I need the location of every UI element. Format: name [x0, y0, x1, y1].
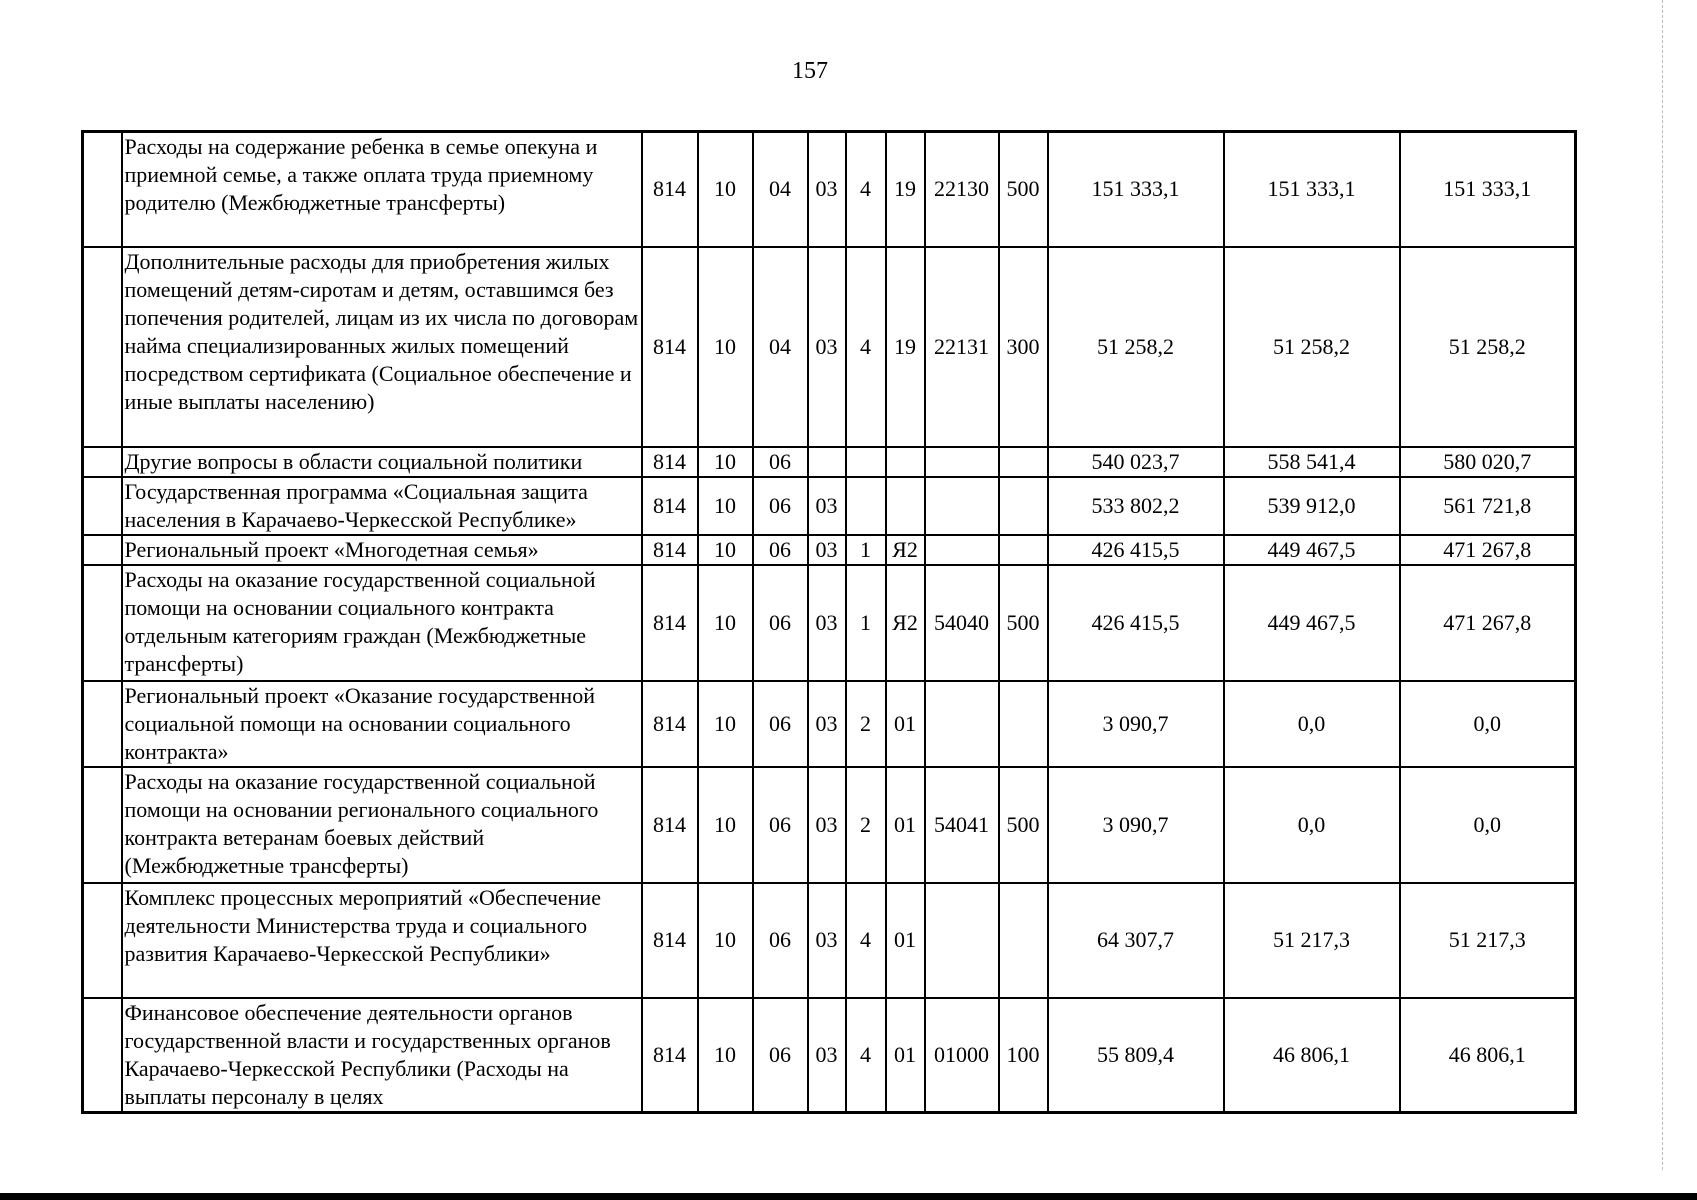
row-c4-cell: 03 — [808, 535, 846, 565]
row-c7-cell — [925, 477, 999, 535]
page-number: 157 — [792, 58, 828, 84]
row-name-cell: Комплекс процессных мероприятий «Обеспечение деятельности Министерства труда и социального развития Карачаево-Черкесской Республики» — [122, 883, 642, 998]
row-v2-cell: 539 912,0 — [1224, 477, 1400, 535]
row-c8-cell: 500 — [999, 132, 1048, 247]
row-c4-cell: 03 — [808, 477, 846, 535]
table-row — [83, 681, 1576, 767]
row-v3-cell: 46 806,1 — [1400, 998, 1576, 1113]
row-c6-cell: 19 — [886, 132, 925, 247]
row-c3-cell: 06 — [753, 447, 808, 477]
row-c6-cell: 01 — [886, 767, 925, 883]
row-blank-cell — [83, 681, 122, 767]
row-c2-cell: 10 — [698, 565, 753, 681]
row-c2-cell: 10 — [698, 883, 753, 998]
row-c2-cell: 10 — [698, 998, 753, 1113]
row-v3-cell: 51 217,3 — [1400, 883, 1576, 998]
table-row — [83, 477, 1576, 535]
row-c1-cell: 814 — [642, 447, 698, 477]
row-name-cell: Финансовое обеспечение деятельности органов государственной власти и государственных органов Карачаево-Черкесской Республики (Расходы на выплаты персоналу в целях — [122, 998, 642, 1113]
row-c8-cell: 300 — [999, 247, 1048, 447]
row-blank-cell — [83, 132, 122, 247]
row-c4-cell — [808, 447, 846, 477]
row-c7-cell: 54040 — [925, 565, 999, 681]
row-c2-cell: 10 — [698, 447, 753, 477]
row-name-cell: Региональный проект «Многодетная семья» — [122, 535, 642, 565]
row-c5-cell: 1 — [846, 535, 886, 565]
row-c7-cell: 54041 — [925, 767, 999, 883]
row-c8-cell: 500 — [999, 767, 1048, 883]
row-c3-cell: 06 — [753, 883, 808, 998]
row-blank-cell — [83, 767, 122, 883]
row-c5-cell — [846, 447, 886, 477]
row-blank-cell — [83, 247, 122, 447]
row-c6-cell — [886, 477, 925, 535]
row-name-cell: Региональный проект «Оказание государственной социальной помощи на основании социального контракта» — [122, 681, 642, 767]
scan-bottom-bar — [0, 1193, 1697, 1200]
table-row — [83, 883, 1576, 998]
row-c8-cell — [999, 535, 1048, 565]
row-v3-cell: 580 020,7 — [1400, 447, 1576, 477]
row-c3-cell: 04 — [753, 132, 808, 247]
row-c6-cell: Я2 — [886, 565, 925, 681]
row-blank-cell — [83, 998, 122, 1113]
row-v2-cell: 51 258,2 — [1224, 247, 1400, 447]
row-blank-cell — [83, 565, 122, 681]
row-c7-cell: 22131 — [925, 247, 999, 447]
row-v2-cell: 449 467,5 — [1224, 535, 1400, 565]
row-blank-cell — [83, 535, 122, 565]
row-v1-cell: 51 258,2 — [1048, 247, 1224, 447]
row-c1-cell: 814 — [642, 132, 698, 247]
row-v2-cell: 0,0 — [1224, 681, 1400, 767]
table-row — [83, 767, 1576, 883]
row-c6-cell: Я2 — [886, 535, 925, 565]
row-v2-cell: 51 217,3 — [1224, 883, 1400, 998]
row-c1-cell: 814 — [642, 477, 698, 535]
row-c3-cell: 06 — [753, 681, 808, 767]
row-v1-cell: 426 415,5 — [1048, 535, 1224, 565]
row-v2-cell: 151 333,1 — [1224, 132, 1400, 247]
row-v2-cell: 449 467,5 — [1224, 565, 1400, 681]
row-c1-cell: 814 — [642, 565, 698, 681]
table-row — [83, 447, 1576, 477]
row-c6-cell: 01 — [886, 681, 925, 767]
row-c8-cell: 100 — [999, 998, 1048, 1113]
row-c4-cell: 03 — [808, 767, 846, 883]
row-v3-cell: 0,0 — [1400, 681, 1576, 767]
row-c6-cell: 01 — [886, 998, 925, 1113]
row-c4-cell: 03 — [808, 132, 846, 247]
row-v1-cell: 3 090,7 — [1048, 767, 1224, 883]
row-c5-cell: 2 — [846, 681, 886, 767]
table-row — [83, 998, 1576, 1113]
row-v3-cell: 471 267,8 — [1400, 565, 1576, 681]
row-blank-cell — [83, 447, 122, 477]
row-v3-cell: 561 721,8 — [1400, 477, 1576, 535]
row-c3-cell: 06 — [753, 535, 808, 565]
row-v3-cell: 151 333,1 — [1400, 132, 1576, 247]
table-row — [83, 535, 1576, 565]
row-v2-cell: 46 806,1 — [1224, 998, 1400, 1113]
budget-table — [81, 130, 1577, 1114]
row-c2-cell: 10 — [698, 477, 753, 535]
row-c5-cell: 1 — [846, 565, 886, 681]
row-c7-cell: 01000 — [925, 998, 999, 1113]
row-v1-cell: 426 415,5 — [1048, 565, 1224, 681]
row-c5-cell: 4 — [846, 998, 886, 1113]
row-v1-cell: 55 809,4 — [1048, 998, 1224, 1113]
row-c5-cell: 2 — [846, 767, 886, 883]
row-v1-cell: 64 307,7 — [1048, 883, 1224, 998]
row-c2-cell: 10 — [698, 681, 753, 767]
row-c6-cell: 01 — [886, 883, 925, 998]
row-c7-cell — [925, 681, 999, 767]
row-c5-cell — [846, 477, 886, 535]
row-c1-cell: 814 — [642, 883, 698, 998]
scan-edge-line — [1662, 0, 1663, 1170]
row-v2-cell: 558 541,4 — [1224, 447, 1400, 477]
row-c1-cell: 814 — [642, 767, 698, 883]
row-c7-cell — [925, 535, 999, 565]
table-row — [83, 132, 1576, 247]
row-c3-cell: 06 — [753, 477, 808, 535]
row-c4-cell: 03 — [808, 681, 846, 767]
row-c4-cell: 03 — [808, 247, 846, 447]
row-c1-cell: 814 — [642, 535, 698, 565]
row-c7-cell: 22130 — [925, 132, 999, 247]
row-c7-cell — [925, 883, 999, 998]
row-name-cell: Государственная программа «Социальная защита населения в Карачаево-Черкесской Республике» — [122, 477, 642, 535]
row-c1-cell: 814 — [642, 247, 698, 447]
row-c6-cell — [886, 447, 925, 477]
row-v1-cell: 540 023,7 — [1048, 447, 1224, 477]
row-name-cell: Другие вопросы в области социальной политики — [122, 447, 642, 477]
row-name-cell: Дополнительные расходы для приобретения жилых помещений детям-сиротам и детям, оставшимся без попечения родителей, лицам из их числа по договорам найма специализированных жилых помещений посредством сертификата (Социальное обеспечение и иные выплаты населению) — [122, 247, 642, 447]
row-c2-cell: 10 — [698, 247, 753, 447]
row-c2-cell: 10 — [698, 132, 753, 247]
row-c5-cell: 4 — [846, 247, 886, 447]
row-c2-cell: 10 — [698, 535, 753, 565]
row-v1-cell: 151 333,1 — [1048, 132, 1224, 247]
row-name-cell: Расходы на содержание ребенка в семье опекуна и приемной семье, а также оплата труда приемному родителю (Межбюджетные трансферты) — [122, 132, 642, 247]
row-c5-cell: 4 — [846, 883, 886, 998]
row-c4-cell: 03 — [808, 883, 846, 998]
table-row — [83, 247, 1576, 447]
row-c5-cell: 4 — [846, 132, 886, 247]
row-c8-cell — [999, 447, 1048, 477]
row-c3-cell: 04 — [753, 247, 808, 447]
row-v3-cell: 51 258,2 — [1400, 247, 1576, 447]
row-name-cell: Расходы на оказание государственной социальной помощи на основании социального контракта отдельным категориям граждан (Межбюджетные трансферты) — [122, 565, 642, 681]
row-c3-cell: 06 — [753, 998, 808, 1113]
row-c8-cell — [999, 477, 1048, 535]
row-blank-cell — [83, 477, 122, 535]
row-c6-cell: 19 — [886, 247, 925, 447]
row-c3-cell: 06 — [753, 565, 808, 681]
row-c8-cell — [999, 883, 1048, 998]
row-c4-cell: 03 — [808, 998, 846, 1113]
row-name-cell: Расходы на оказание государственной социальной помощи на основании регионального социального контракта ветеранам боевых действий (Межбюджетные трансферты) — [122, 767, 642, 883]
table-row — [83, 565, 1576, 681]
row-v3-cell: 0,0 — [1400, 767, 1576, 883]
row-c1-cell: 814 — [642, 998, 698, 1113]
row-v1-cell: 533 802,2 — [1048, 477, 1224, 535]
row-c1-cell: 814 — [642, 681, 698, 767]
row-c3-cell: 06 — [753, 767, 808, 883]
row-c4-cell: 03 — [808, 565, 846, 681]
row-blank-cell — [83, 883, 122, 998]
row-c8-cell: 500 — [999, 565, 1048, 681]
row-v3-cell: 471 267,8 — [1400, 535, 1576, 565]
row-c2-cell: 10 — [698, 767, 753, 883]
row-c7-cell — [925, 447, 999, 477]
row-v2-cell: 0,0 — [1224, 767, 1400, 883]
row-c8-cell — [999, 681, 1048, 767]
row-v1-cell: 3 090,7 — [1048, 681, 1224, 767]
